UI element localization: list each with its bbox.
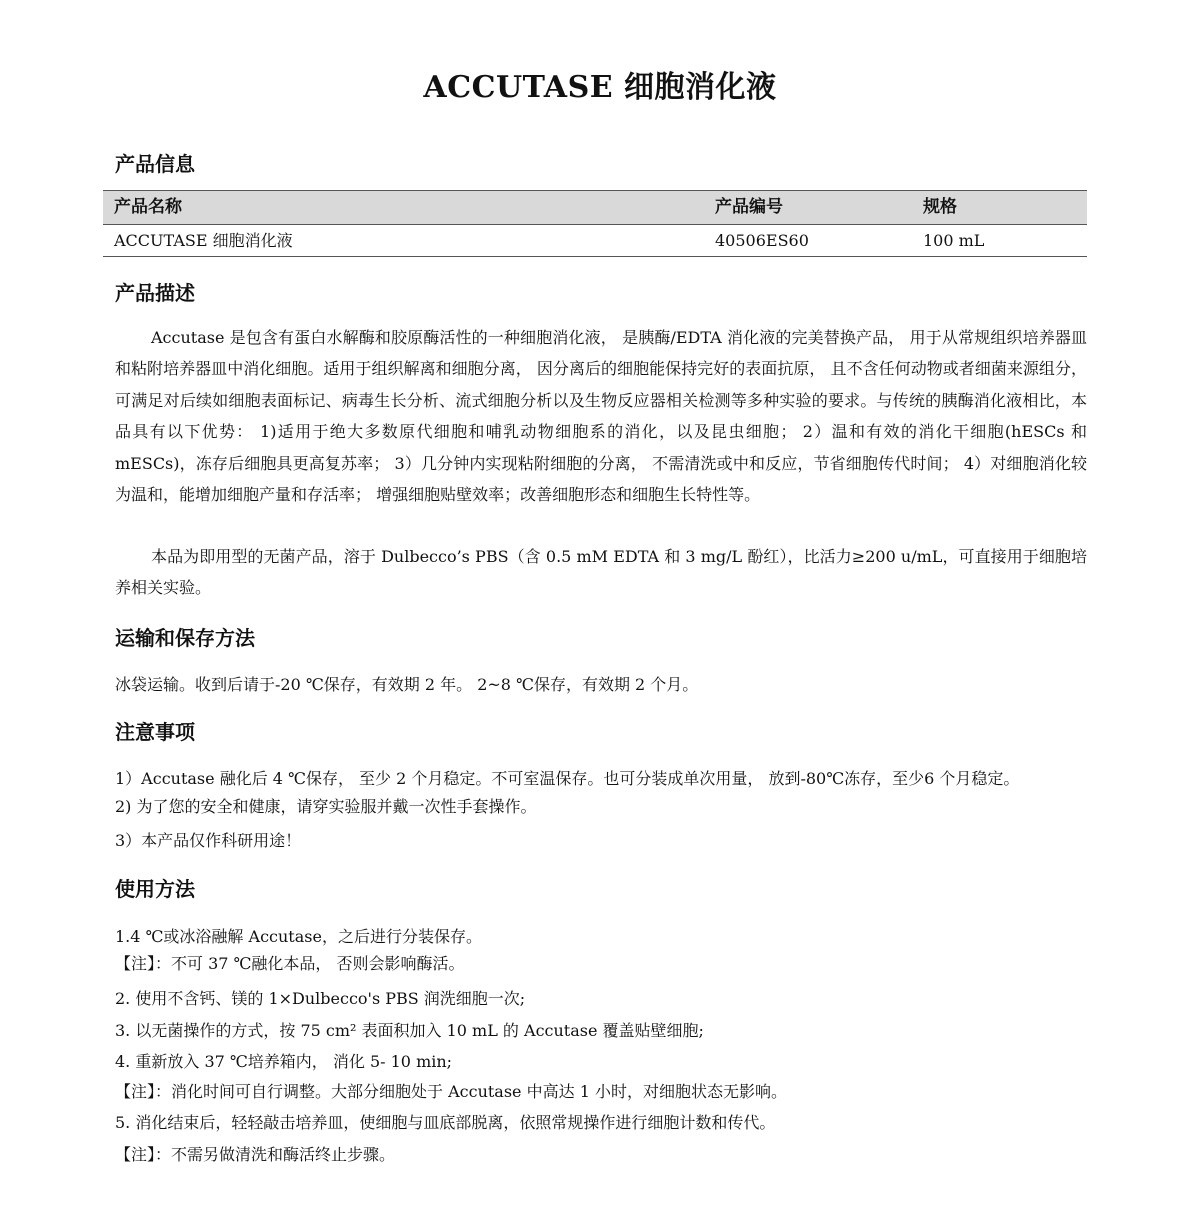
table-header	[103, 191, 1087, 225]
cell-product-code: 40506ES60	[715, 231, 809, 250]
cell-product-spec: 100 mL	[923, 231, 985, 250]
section-heading-usage: 使用方法	[115, 877, 195, 901]
usage-step: 3. 以无菌操作的方式，按 75 cm² 表面积加入 10 mL 的 Accutase 覆盖贴壁细胞;	[115, 1021, 704, 1040]
column-header-spec: 规格	[923, 197, 957, 217]
note-item: 1）Accutase 融化后 4 ℃保存， 至少 2 个月稳定。不可室温保存。也可分装成单次用量， 放到-80℃冻存，至少6 个月稳定。	[115, 769, 1020, 788]
storage-text: 冰袋运输。收到后请于-20 ℃保存，有效期 2 年。 2~8 ℃保存，有效期 2 个月。	[115, 675, 699, 694]
usage-step: 5. 消化结束后，轻轻敲击培养皿，使细胞与皿底部脱离，依照常规操作进行细胞计数和传代。	[115, 1113, 776, 1132]
usage-note: 【注】：不可 37 ℃融化本品， 否则会影响酶活。	[115, 954, 465, 973]
section-heading-storage: 运输和保存方法	[115, 626, 255, 650]
description-paragraph-1: Accutase 是包含有蛋白水解酶和胶原酶活性的一种细胞消化液， 是胰酶/EDTA 消化液的完美替换产品， 用于从常规组织培养器皿和粘附培养器皿中消化细胞。适用于组织解离和细胞分离， 因分离后的细胞能保持完好的表面抗原， 且不含任何动物或者细菌来源组分， 可满足对后续如细胞表面标记、病毒生长分析、流式细胞分析以及生物反应器相关检测等多种实验的要求。与传统的胰酶消化液相比，本品具有以下优势： 1)适用于绝大多数原代细胞和哺乳动物细胞系的消化，以及昆虫细胞； 2）温和有效的消化干细胞(hESCs 和mESCs)，冻存后细胞具更高复苏率； 3）几分钟内实现粘附细胞的分离， 不需清洗或中和反应，节省细胞传代时间； 4）对细胞消化较为温和，能增加细胞产量和存活率； 增强细胞贴壁效率；改善细胞形态和细胞生长特性等。	[115, 328, 1087, 505]
usage-step: 2. 使用不含钙、镁的 1×Dulbecco's PBS 润洗细胞一次;	[115, 989, 526, 1008]
column-header-code: 产品编号	[715, 197, 783, 217]
usage-step: 1.4 ℃或冰浴融解 Accutase，之后进行分装保存。	[115, 927, 482, 946]
note-item: 2) 为了您的安全和健康，请穿实验服并戴一次性手套操作。	[115, 797, 537, 816]
column-header-name: 产品名称	[114, 197, 182, 217]
document-title: ACCUTASE 细胞消化液	[423, 70, 777, 105]
cell-product-name: ACCUTASE 细胞消化液	[114, 231, 293, 250]
usage-step: 4. 重新放入 37 ℃培养箱内， 消化 5- 10 min;	[115, 1052, 453, 1071]
section-heading-product-info: 产品信息	[115, 152, 195, 176]
section-heading-description: 产品描述	[115, 281, 195, 305]
table-row	[103, 225, 1087, 256]
product-table	[103, 190, 1087, 257]
description-paragraph-2: 本品为即用型的无菌产品，溶于 Dulbecco’s PBS（含 0.5 mM EDTA 和 3 mg/L 酚红），比活力≥200 u/mL，可直接用于细胞培养相关实验。	[115, 547, 1087, 598]
section-heading-notes: 注意事项	[115, 720, 195, 744]
usage-note: 【注】：不需另做清洗和酶活终止步骤。	[115, 1145, 396, 1164]
usage-note: 【注】：消化时间可自行调整。大部分细胞处于 Accutase 中高达 1 小时，对细胞状态无影响。	[115, 1082, 787, 1101]
note-item: 3）本产品仅作科研用途！	[115, 831, 302, 850]
